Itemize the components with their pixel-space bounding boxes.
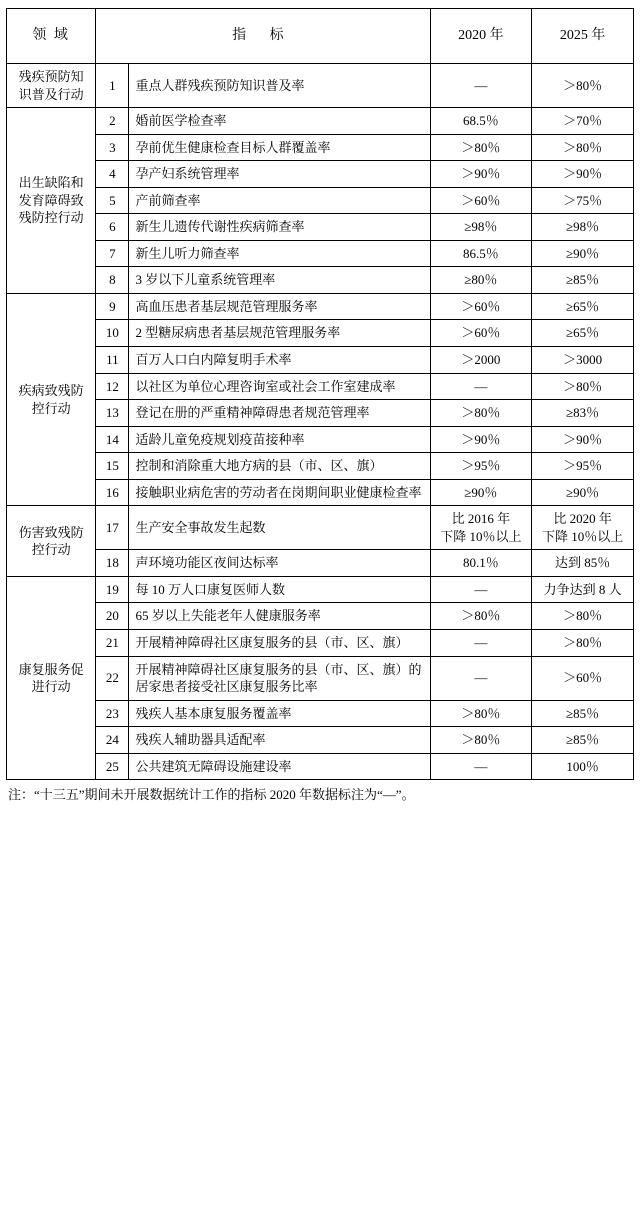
indicator-name: 3 岁以下儿童系统管理率 bbox=[129, 267, 430, 294]
table-row bbox=[7, 267, 634, 294]
indicator-name: 婚前医学检查率 bbox=[129, 108, 430, 135]
indicator-name: 高血压患者基层规范管理服务率 bbox=[129, 293, 430, 320]
value-2020: 68.5％ bbox=[430, 108, 532, 135]
value-2025: 力争达到 8 人 bbox=[532, 576, 634, 603]
value-2025-line1: 比 2020 年 bbox=[553, 511, 612, 527]
value-2020: 80.1％ bbox=[430, 550, 532, 577]
table-row bbox=[7, 320, 634, 347]
value-2020: ≥98％ bbox=[430, 214, 532, 241]
header-domain: 领 域 bbox=[7, 9, 96, 64]
table-row bbox=[7, 400, 634, 427]
value-2020: ＞80％ bbox=[430, 727, 532, 754]
indicator-name: 孕产妇系统管理率 bbox=[129, 161, 430, 188]
indicator-name: 登记在册的严重精神障碍患者规范管理率 bbox=[129, 400, 430, 427]
indicator-name: 以社区为单位心理咨询室或社会工作室建成率 bbox=[129, 373, 430, 400]
table-row bbox=[7, 214, 634, 241]
value-2020: ＞60％ bbox=[430, 320, 532, 347]
table-row bbox=[7, 373, 634, 400]
row-number: 14 bbox=[96, 426, 129, 453]
domain-cell: 伤害致残防控行动 bbox=[7, 506, 96, 577]
indicator-name: 孕前优生健康检查目标人群覆盖率 bbox=[129, 134, 430, 161]
value-2020: ≥90％ bbox=[430, 479, 532, 506]
row-number: 6 bbox=[96, 214, 129, 241]
table-note: 注：“十三五”期间未开展数据统计工作的指标 2020 年数据标注为“—”。 bbox=[8, 787, 415, 803]
value-2025 bbox=[532, 506, 634, 550]
row-number: 20 bbox=[96, 603, 129, 630]
value-2025: ≥65％ bbox=[532, 293, 634, 320]
value-2020: 86.5％ bbox=[430, 240, 532, 267]
row-number: 1 bbox=[96, 64, 129, 108]
value-2025: ＞90％ bbox=[532, 161, 634, 188]
row-number: 4 bbox=[96, 161, 129, 188]
row-number: 15 bbox=[96, 453, 129, 480]
indicator-name: 新生儿听力筛查率 bbox=[129, 240, 430, 267]
indicator-name: 残疾人基本康复服务覆盖率 bbox=[129, 700, 430, 727]
row-number: 16 bbox=[96, 479, 129, 506]
value-2025: ＞80％ bbox=[532, 603, 634, 630]
indicator-name: 生产安全事故发生起数 bbox=[129, 506, 430, 550]
value-2020: ＞95％ bbox=[430, 453, 532, 480]
indicator-name: 百万人口白内障复明手术率 bbox=[129, 347, 430, 374]
value-2025: 达到 85％ bbox=[532, 550, 634, 577]
value-2020: ＞80％ bbox=[430, 700, 532, 727]
indicator-name: 适龄儿童免疫规划疫苗接种率 bbox=[129, 426, 430, 453]
header-year-2020: 2020 年 bbox=[430, 9, 532, 64]
indicator-name: 每 10 万人口康复医师人数 bbox=[129, 576, 430, 603]
indicator-table bbox=[6, 8, 634, 780]
table-header bbox=[7, 9, 634, 64]
value-2025: ＞90％ bbox=[532, 426, 634, 453]
row-number: 17 bbox=[96, 506, 129, 550]
indicator-name: 接触职业病危害的劳动者在岗期间职业健康检查率 bbox=[129, 479, 430, 506]
table-row bbox=[7, 630, 634, 657]
value-2025: ＞80％ bbox=[532, 134, 634, 161]
table-row bbox=[7, 576, 634, 603]
value-2020-line1: 比 2016 年 bbox=[451, 511, 511, 527]
indicator-name: 控制和消除重大地方病的县（市、区、旗） bbox=[129, 453, 430, 480]
domain-cell: 残疾预防知识普及行动 bbox=[7, 64, 96, 108]
value-2020: ＞60％ bbox=[430, 293, 532, 320]
value-2020: ＞60％ bbox=[430, 187, 532, 214]
table-row bbox=[7, 727, 634, 754]
table-row bbox=[7, 550, 634, 577]
value-2025: ≥85％ bbox=[532, 727, 634, 754]
value-2020: — bbox=[430, 753, 532, 780]
value-2020: ＞80％ bbox=[430, 400, 532, 427]
indicator-name: 65 岁以上失能老年人健康服务率 bbox=[129, 603, 430, 630]
value-2020: ＞80％ bbox=[430, 603, 532, 630]
indicator-name: 新生儿遗传代谢性疾病筛查率 bbox=[129, 214, 430, 241]
table-row bbox=[7, 240, 634, 267]
value-2025: ＞3000 bbox=[532, 347, 634, 374]
row-number: 8 bbox=[96, 267, 129, 294]
row-number: 7 bbox=[96, 240, 129, 267]
value-2025: ≥65％ bbox=[532, 320, 634, 347]
table-row bbox=[7, 603, 634, 630]
table-header-row bbox=[7, 9, 634, 64]
value-2020: ≥80％ bbox=[430, 267, 532, 294]
table-row bbox=[7, 479, 634, 506]
value-2025: ≥83％ bbox=[532, 400, 634, 427]
value-2020: — bbox=[430, 373, 532, 400]
value-2020: — bbox=[430, 656, 532, 700]
row-number: 23 bbox=[96, 700, 129, 727]
table-row bbox=[7, 426, 634, 453]
value-2025: ＞80％ bbox=[532, 373, 634, 400]
indicator-name: 重点人群残疾预防知识普及率 bbox=[129, 64, 430, 108]
value-2020: ＞90％ bbox=[430, 161, 532, 188]
table-row bbox=[7, 64, 634, 108]
value-2020-line2: 下降 10％以上 bbox=[440, 528, 522, 544]
row-number: 13 bbox=[96, 400, 129, 427]
indicator-name: 残疾人辅助器具适配率 bbox=[129, 727, 430, 754]
value-2020: — bbox=[430, 576, 532, 603]
indicator-name: 开展精神障碍社区康复服务的县（市、区、旗）的居家患者接受社区康复服务比率 bbox=[129, 656, 430, 700]
indicator-name: 声环境功能区夜间达标率 bbox=[129, 550, 430, 577]
value-2025: ≥85％ bbox=[532, 700, 634, 727]
row-number: 18 bbox=[96, 550, 129, 577]
row-number: 24 bbox=[96, 727, 129, 754]
table-row bbox=[7, 293, 634, 320]
table-row bbox=[7, 187, 634, 214]
header-indicator: 指 标 bbox=[96, 9, 430, 64]
domain-cell: 康复服务促进行动 bbox=[7, 576, 96, 779]
value-2025: ＞70％ bbox=[532, 108, 634, 135]
value-2025: 100％ bbox=[532, 753, 634, 780]
value-2025: ＞60％ bbox=[532, 656, 634, 700]
row-number: 19 bbox=[96, 576, 129, 603]
value-2025-line2: 下降 10％以上 bbox=[541, 528, 624, 544]
row-number: 25 bbox=[96, 753, 129, 780]
value-2025: ＞80％ bbox=[532, 64, 634, 108]
value-2025: ＞75％ bbox=[532, 187, 634, 214]
domain-cell: 出生缺陷和发育障碍致残防控行动 bbox=[7, 108, 96, 294]
table-body bbox=[7, 64, 634, 780]
table-row bbox=[7, 656, 634, 700]
value-2020: ＞2000 bbox=[430, 347, 532, 374]
row-number: 2 bbox=[96, 108, 129, 135]
table-row bbox=[7, 506, 634, 550]
indicator-name: 开展精神障碍社区康复服务的县（市、区、旗） bbox=[129, 630, 430, 657]
table-row bbox=[7, 453, 634, 480]
value-2020: ＞80％ bbox=[430, 134, 532, 161]
table-row bbox=[7, 134, 634, 161]
row-number: 3 bbox=[96, 134, 129, 161]
row-number: 12 bbox=[96, 373, 129, 400]
table-row bbox=[7, 700, 634, 727]
value-2020: ＞90％ bbox=[430, 426, 532, 453]
indicator-name: 2 型糖尿病患者基层规范管理服务率 bbox=[129, 320, 430, 347]
table-row bbox=[7, 108, 634, 135]
table-row bbox=[7, 753, 634, 780]
row-number: 10 bbox=[96, 320, 129, 347]
table-row bbox=[7, 347, 634, 374]
domain-cell: 疾病致残防控行动 bbox=[7, 293, 96, 505]
value-2020: — bbox=[430, 630, 532, 657]
table-row bbox=[7, 161, 634, 188]
value-2025: ＞80％ bbox=[532, 630, 634, 657]
value-2025: ≥85％ bbox=[532, 267, 634, 294]
value-2025: ≥90％ bbox=[532, 240, 634, 267]
header-year-2025: 2025 年 bbox=[532, 9, 634, 64]
value-2025: ＞95％ bbox=[532, 453, 634, 480]
row-number: 5 bbox=[96, 187, 129, 214]
indicator-name: 公共建筑无障碍设施建设率 bbox=[129, 753, 430, 780]
value-2020: — bbox=[430, 64, 532, 108]
indicator-name: 产前筛查率 bbox=[129, 187, 430, 214]
row-number: 9 bbox=[96, 293, 129, 320]
row-number: 22 bbox=[96, 656, 129, 700]
row-number: 11 bbox=[96, 347, 129, 374]
value-2025: ≥90％ bbox=[532, 479, 634, 506]
value-2020 bbox=[430, 506, 532, 550]
value-2025: ≥98％ bbox=[532, 214, 634, 241]
row-number: 21 bbox=[96, 630, 129, 657]
